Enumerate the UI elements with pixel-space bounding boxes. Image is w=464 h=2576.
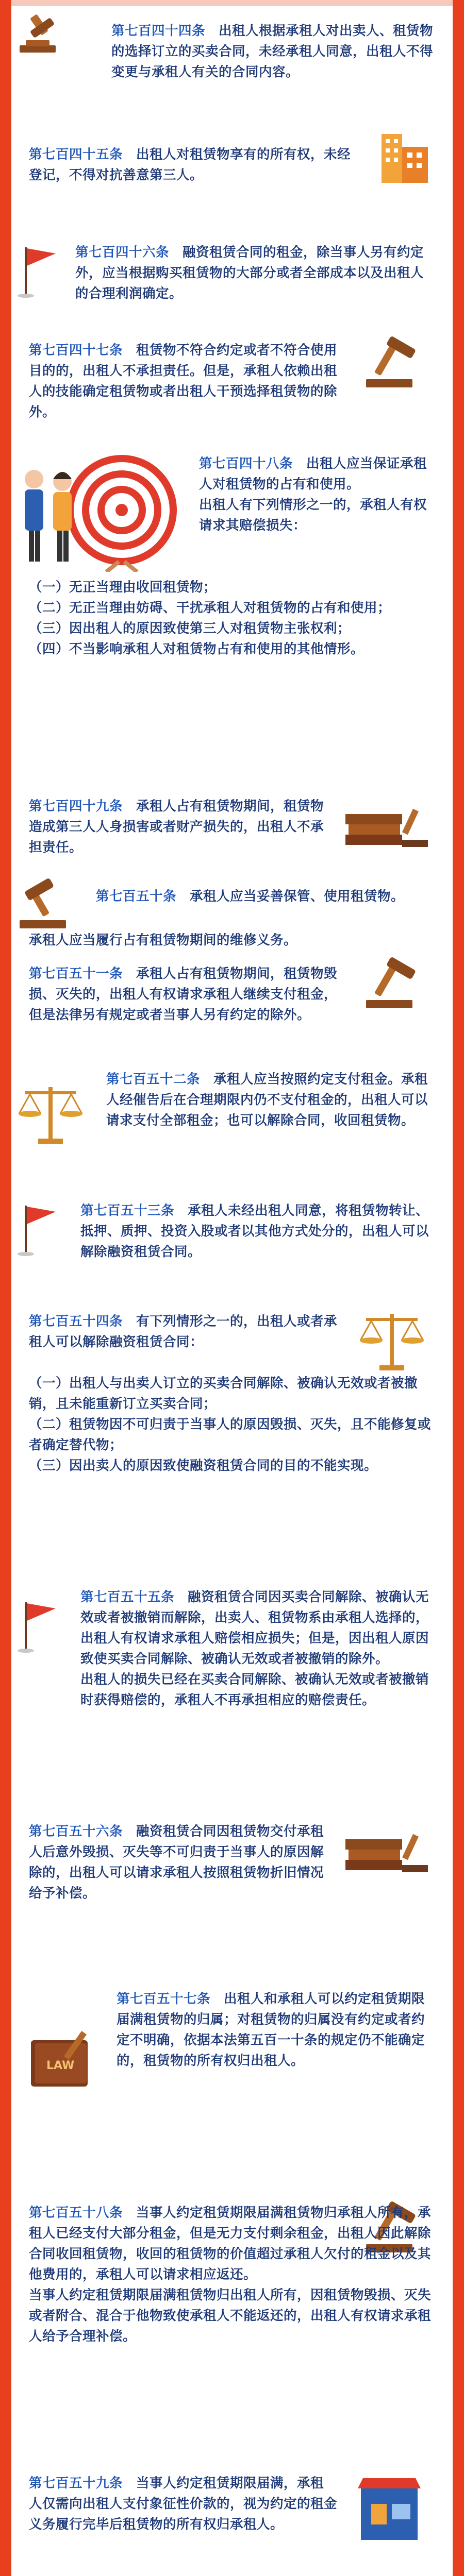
article-756 (26, 1821, 335, 1904)
article-label: 第七百五十四条 (29, 1314, 123, 1329)
article-text: 当事人约定租赁期限届满，承租人仅需向出租人支付象征性价款的，视为约定的租金义务履行完毕后租赁物的所有权归承租人。 (29, 2476, 338, 2532)
article-label: 第七百五十二条 (106, 1072, 201, 1087)
article-label: 第七百五十一条 (29, 966, 123, 981)
article-text: 融资租赁合同因租赁物交付承租人后意外毁损、灭失等不可归责于当事人的原因解除的，出租人可以请求承租人按照租赁物折旧情况给予补偿。 (29, 1824, 324, 1901)
article-label: 第七百四十八条 (199, 456, 293, 471)
article-text: 承租人未经出租人同意，将租赁物转让、抵押、质押、投资入股或者以其他方式处分的，出租人可以解除融资租赁合同。 (80, 1203, 429, 1260)
flag-icon (14, 242, 66, 299)
article-label: 第七百四十七条 (29, 343, 123, 358)
books-gavel-icon (340, 793, 433, 855)
article-label: 第七百五十六条 (29, 1824, 123, 1839)
article-label: 第七百四十九条 (29, 799, 123, 814)
article-758 (26, 2202, 438, 2347)
article-text: 出租人对租赁物享有的所有权，未经登记，不得对抗善意第三人。 (29, 147, 351, 183)
article-text: 当事人约定租赁期限届满租赁物归出租人所有，因租赁物毁损、灭失或者附合、混合于他物致使承租人不能返还的，出租人有权请求承租人给予合理补偿。 (29, 2287, 432, 2344)
law-book-icon (21, 2025, 103, 2102)
article-754-items (26, 1373, 438, 1476)
books-gavel-icon (340, 1819, 433, 1880)
article-label: 第七百五十九条 (29, 2476, 123, 2491)
article-757 (113, 1989, 438, 2071)
list-item: （四）不当影响承租人对租赁物占有和使用的其他情形。 (29, 641, 364, 657)
article-label: 第七百四十六条 (75, 245, 170, 260)
article-text: 融资租赁合同的租金，除当事人另有约定外，应当根据购买租赁物的大部分或者全部成本以及出租人的合理利润确定。 (75, 245, 424, 301)
article-label: 第七百五十五条 (80, 1589, 175, 1605)
article-label: 第七百五十八条 (29, 2205, 123, 2221)
article-label: 第七百五十七条 (117, 1991, 211, 2007)
article-text: 承租人应当按照约定支付租金。承租人经催告后在合理期限内仍不支付租金的，出租人可以请求支付全部租金；也可以解除合同，收回租赁物。 (106, 1072, 428, 1128)
article-746 (72, 242, 438, 304)
building-icon (371, 118, 438, 185)
target-people-icon (13, 453, 189, 572)
article-text: 出租人根据承租人对出卖人、租赁物的选择订立的买卖合同，未经承租人同意，出租人不得变更与承租人有关的合同内容。 (111, 23, 434, 80)
article-text: 承租人占有租赁物期间，租赁物毁损、灭失的，出租人有权请求承租人继续支付租金，但是法律另有规定或者当事人另有约定的除外。 (29, 966, 338, 1023)
list-item: （三）因出租人的原因致使第三人对租赁物主张权利； (29, 621, 351, 636)
list-item: （三）因出卖人的原因致使融资租赁合同的目的不能实现。 (29, 1458, 378, 1473)
article-747 (26, 340, 351, 422)
article-745 (26, 144, 356, 185)
article-752 (103, 1069, 438, 1131)
article-text: 融资租赁合同因买卖合同解除、被确认无效或者被撤销而解除，出卖人、租赁物系由承租人选择的，出租人有权请求承租人赔偿相应损失；但是，因出租人原因致使买卖合同解除、被确认无效或者被撤销的除外。 (80, 1589, 429, 1667)
list-item: （二）租赁物因不可归责于当事人的原因毁损、灭失，且不能修复或者确定替代物； (29, 1417, 432, 1453)
gavel-icon (14, 876, 87, 933)
flag-icon (14, 1597, 66, 1654)
article-754 (26, 1311, 351, 1352)
article-751 (26, 963, 351, 1025)
article-text: 当事人约定租赁期限届满租赁物归承租人所有，承租人已经支付大部分租金，但是无力支付剩余租金，出租人因此解除合同收回租赁物，收回的租赁物的价值超过承租人欠付的租金以及其他费用的，承租人可以请求相应返还。 (29, 2205, 432, 2282)
article-text: 有下列情形之一的，出租人或者承租人可以解除融资租赁合同： (29, 1314, 338, 1350)
article-text: 承租人应当履行占有租赁物期间的维修义务。 (29, 933, 297, 948)
shop-icon (351, 2468, 433, 2545)
article-text: 租赁物不符合约定或者不符合使用目的的，出租人不承担责任。但是，承租人依赖出租人的技能确定租赁物或者出租人干预选择租赁物的除外。 (29, 343, 338, 420)
article-text: 出租人和承租人可以约定租赁期限届满租赁物的归属；对租赁物的归属没有约定或者约定不明确，依据本法第五百一十条的规定仍不能确定的，租赁物的所有权归出租人。 (117, 1991, 425, 2069)
list-item: （一）出租人与出卖人订立的买卖合同解除、被确认无效或者被撤销，且未能重新订立买卖合同； (29, 1376, 418, 1412)
article-748-items (26, 577, 438, 659)
list-item: （二）无正当理由妨碍、干扰承租人对租赁物的占有和使用； (29, 600, 391, 616)
article-755 (77, 1587, 438, 1710)
svg-text:LAW: LAW (46, 2059, 75, 2072)
flag-icon (14, 1200, 66, 1257)
article-text: 承租人占有租赁物期间，租赁物造成第三人人身损害或者财产损失的，出租人不承担责任。 (29, 799, 324, 855)
article-759 (26, 2473, 340, 2535)
article-text: 出租人的损失已经在买卖合同解除、被确认无效或者被撤销时获得赔偿的，承租人不再承担相应的赔偿责任。 (80, 1672, 429, 1708)
article-label: 第七百四十四条 (111, 23, 206, 39)
article-label: 第七百五十三条 (80, 1203, 175, 1218)
article-748 (196, 453, 438, 536)
gavel-icon (356, 956, 428, 1012)
article-text: 出租人有下列情形之一的，承租人有权请求其赔偿损失： (199, 497, 427, 533)
article-label: 第七百四十五条 (29, 147, 123, 162)
article-744 (108, 21, 438, 82)
article-text: 承租人应当妥善保管、使用租赁物。 (190, 889, 405, 904)
gavel-icon (14, 9, 71, 56)
scales-icon (356, 1303, 428, 1376)
article-753 (77, 1200, 438, 1262)
article-text: 出租人应当保证承租人对租赁物的占有和使用。 (199, 456, 427, 492)
article-label: 第七百五十条 (96, 889, 177, 904)
article-749 (26, 796, 335, 858)
list-item: （一）无正当理由收回租赁物； (29, 580, 217, 595)
article-750 (93, 886, 438, 907)
gavel-icon (356, 335, 428, 392)
scales-icon (14, 1077, 87, 1149)
article-750-extra (26, 930, 438, 951)
